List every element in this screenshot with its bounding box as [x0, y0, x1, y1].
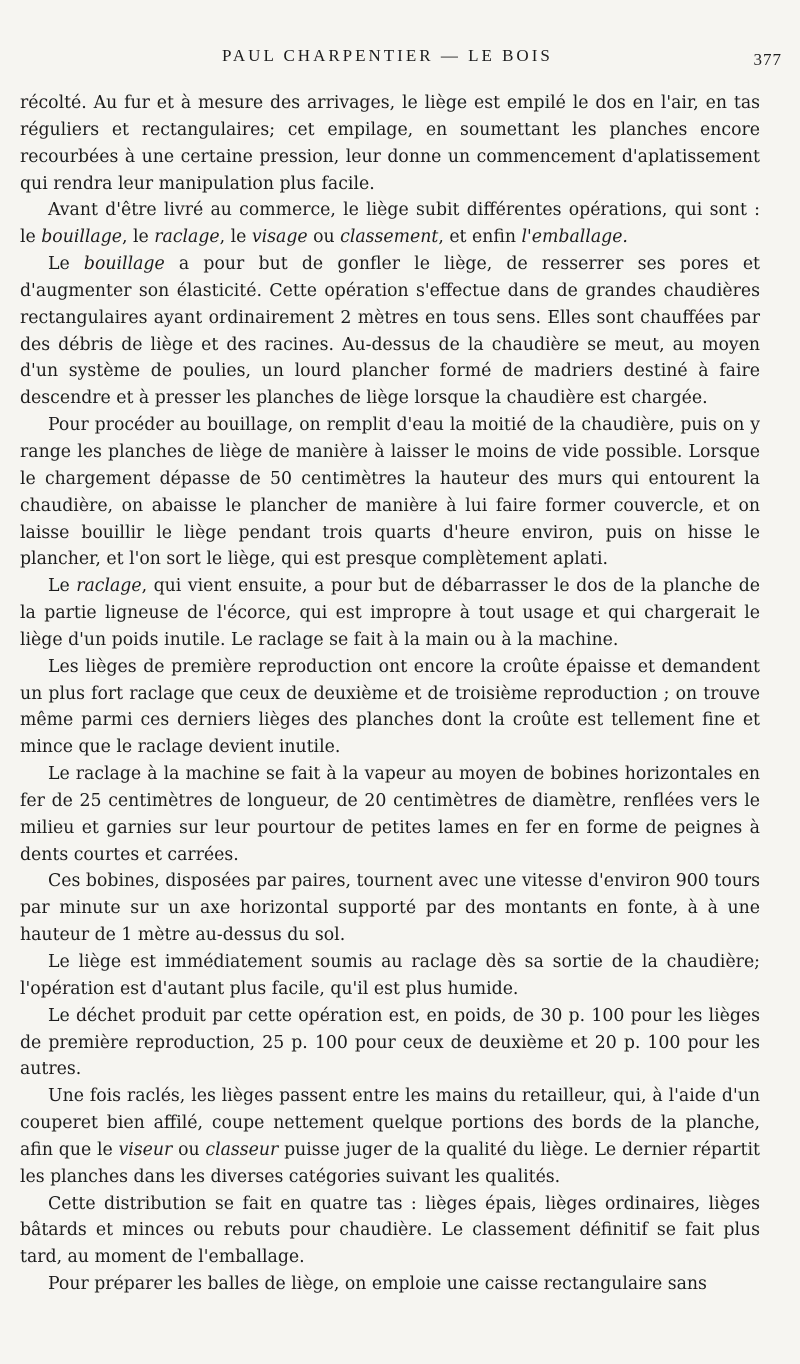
text-run: Le liège est immédiatement soumis au raclage dès sa sortie de la chaudière; l'opération est d'autant plus facile, qu'il est plus humide.: [20, 952, 760, 999]
text-run: Les lièges de première reproduction ont encore la croûte épaisse et demandent un plus fort raclage que ceux de deuxième et de troisième reproduction ; on trouve même parmi ces derniers lièges des planches dont la croûte est tellement fine et mince que le raclage devient inutile.: [20, 656, 760, 758]
italic-term: l'emballage.: [521, 227, 628, 248]
italic-term: raclage: [154, 227, 220, 248]
page-header: [20, 46, 782, 86]
paragraph: [20, 90, 760, 197]
paragraph: [20, 1271, 760, 1298]
text-run: Ces bobines, disposées par paires, tournent avec une vitesse d'environ 900 tours par minute sur un axe horizontal supporté par des montants en fonte, à à une hauteur de 1 mètre au-dessus du sol.: [20, 871, 760, 946]
paragraph: [20, 949, 760, 1003]
text-run: puisse juger de la qualité du liège. Le dernier répartit les planches dans les diverses catégories suivant les qualités.: [20, 1139, 760, 1187]
paragraph: [20, 412, 760, 573]
text-run: Le déchet produit par cette opération est, en poids, de 30 p. 100 pour les lièges de première reproduction, 25 p. 100 pour ceux de deuxième et 20 p. 100 pour les autres.: [20, 1005, 760, 1080]
paragraph: [20, 654, 760, 761]
book-page: [20, 0, 782, 1298]
text-run: ou: [172, 1139, 206, 1160]
text-run: Avant d'être livré au commerce, le liège subit différentes opérations, qui sont : le: [20, 200, 760, 248]
text-run: Une fois raclés, les lièges passent entre les mains du retailleur, qui, à l'aide d'un couperet bien affilé, coupe nettement quelque portions des bords de la planche, afin que le: [20, 1086, 760, 1160]
paragraph: [20, 868, 760, 949]
text-run: récolté. Au fur et à mesure des arrivages, le liège est empilé le dos en l'air, en tas réguliers et rectangulaires; cet empilage, en soumettant les planches encore recourbées à une certaine pression, leur donne un commencement d'aplatissement qui rendra leur manipulation plus facile.: [20, 93, 760, 194]
paragraph: [20, 573, 760, 654]
text-run: Le: [48, 254, 84, 275]
italic-term: viseur: [118, 1139, 173, 1160]
text-run: , et enfin: [438, 227, 522, 248]
italic-term: bouillage: [41, 227, 123, 248]
paragraph: [20, 1083, 760, 1190]
paragraph: [20, 251, 760, 412]
text-run: Le: [48, 576, 77, 597]
text-run: , qui vient ensuite, a pour but de débarrasser le dos de la planche de la partie ligneuse de l'écorce, qui est impropre à tout usage et qui chargerait le liège d'un poids inutile. Le raclage se fait à la main ou à la machine.: [20, 576, 760, 650]
text-run: Pour préparer les balles de liège, on emploie une caisse rectangulaire sans: [48, 1274, 707, 1295]
text-run: Cette distribution se fait en quatre tas : lièges épais, lièges ordinaires, lièges bâtards et minces ou rebuts pour chaudière. Le classement définitif se fait plus tard, au moment de l'emballage.: [20, 1193, 760, 1268]
text-run: ou: [307, 227, 341, 248]
text-run: , le: [122, 227, 155, 248]
italic-term: raclage: [76, 576, 142, 597]
italic-term: visage: [251, 227, 308, 248]
italic-term: classeur: [205, 1139, 279, 1160]
running-head: PAUL CHARPENTIER — LE BOIS: [222, 46, 553, 65]
paragraph: [20, 761, 760, 868]
page-number: 377: [753, 50, 782, 69]
paragraph: [20, 1191, 760, 1272]
text-run: a pour but de gonfler le liège, de resserrer ses pores et d'augmenter son élasticité. Cette opération s'effectue dans de grandes chaudières rectangulaires ayant ordinairement 2 mètres en tous sens. Elles sont chauffées par des débris de liège et des racines. Au-dessus de la chaudière se meut, au moyen d'un système de poulies, un lourd plancher formé de madriers destiné à faire descendre et à presser les planches de liège lorsque la chaudière est chargée.: [20, 254, 760, 409]
body-text: [20, 90, 760, 1298]
italic-term: bouillage: [83, 254, 165, 275]
paragraph: [20, 1003, 760, 1084]
italic-term: classement: [340, 227, 439, 248]
text-run: Pour procéder au bouillage, on remplit d'eau la moitié de la chaudière, puis on y range les planches de liège de manière à laisser le moins de vide possible. Lorsque le chargement dépasse de 50 centimètres la hauteur des murs qui entourent la chaudière, on abaisse le plancher de manière à lui faire former couvercle, et on laisse bouillir le liège pendant trois quarts d'heure environ, puis on hisse le plancher, et l'on sort le liège, qui est presque complètement aplati.: [20, 415, 760, 570]
text-run: , le: [219, 227, 252, 248]
paragraph: [20, 197, 760, 251]
text-run: Le raclage à la machine se fait à la vapeur au moyen de bobines horizontales en fer de 25 centimètres de longueur, de 20 centimètres de diamètre, renflées vers le milieu et garnies sur leur pourtour de petites lames en fer en forme de peignes à dents courtes et carrées.: [20, 764, 760, 865]
